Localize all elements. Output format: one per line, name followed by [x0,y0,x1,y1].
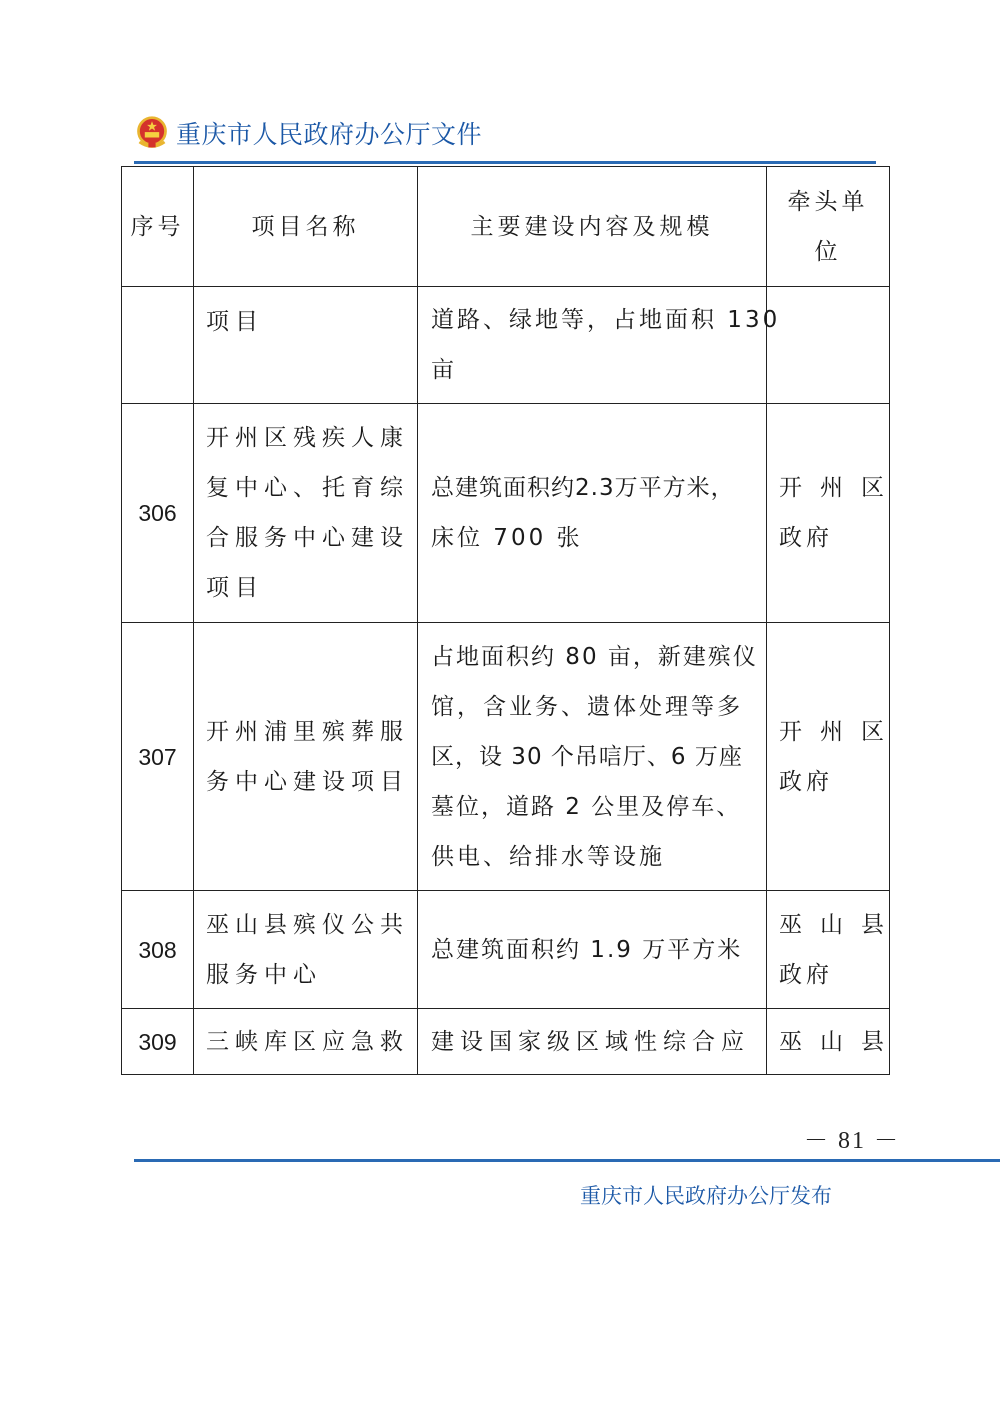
row-lead [767,1009,902,1075]
header-name: 项目名称 [194,167,418,287]
document-header [134,108,482,158]
row-num: 309 [122,1009,194,1075]
row-content-line: 供电、给排水等设施 [431,843,665,870]
row-name-line: 务中心建设项目 [206,768,409,795]
table-row [122,891,890,1009]
row-lead [767,623,902,891]
page-number: － 81 － [804,1128,900,1154]
row-lead [767,404,902,623]
header-title: 重庆市人民政府办公厅文件 [176,120,483,149]
project-table [121,166,902,1075]
table-row [122,287,890,404]
row-name [194,891,418,1009]
row-content-line: 占地面积约 80 亩，新建殡仪 [431,643,758,670]
row-num: 307 [122,623,194,891]
row-name [194,623,418,891]
row-name-line: 项目 [206,309,264,335]
row-content [418,287,781,404]
row-name-line: 开州区残疾人康 [206,425,409,451]
row-content-line: 总建筑面积约2.3万平方米， [431,475,735,501]
row-name-line: 合服务中心建设 [206,525,409,551]
header-content: 主要建设内容及规模 [418,167,767,287]
row-lead-line: 巫山县 [779,911,902,938]
row-content-line: 区，设 30 个吊唁厅、6 万座 [431,743,743,770]
row-content-line: 建设国家级区域性综合应 [431,1028,750,1055]
row-name [194,1009,418,1075]
header-divider [134,161,876,164]
row-name-line: 服务中心 [206,961,322,988]
row-lead-line: 政府 [779,525,833,551]
row-num [122,287,194,404]
header-lead-line: 位 [814,238,842,265]
row-content [418,891,767,1009]
footer-divider [134,1159,1000,1162]
row-content [418,1009,767,1075]
row-content-line: 墓位，道路 2 公里及停车、 [431,793,742,820]
row-content-line: 馆，含业务、遗体处理等多 [431,693,743,720]
row-name-line: 开州浦里殡葬服 [206,718,409,745]
header-num: 序号 [122,167,194,287]
row-lead [767,287,890,404]
row-name [194,287,418,404]
row-lead-line: 政府 [779,768,833,795]
row-name-line: 三峡库区应急救 [206,1028,409,1055]
row-lead-line: 开州区 [779,475,902,501]
row-name [194,404,418,623]
footer-publisher: 重庆市人民政府办公厅发布 [580,1184,832,1208]
row-content-line: 道路、绿地等，占地面积 130 [431,307,781,333]
row-num: 306 [122,404,194,623]
row-name-line: 巫山县殡仪公共 [206,911,409,938]
row-lead-line: 开州区 [779,718,902,745]
header-lead [767,167,890,287]
table-row [122,404,890,623]
table-row [122,623,890,891]
row-content-line: 亩 [431,357,457,383]
row-name-line: 项目 [206,575,264,601]
row-lead [767,891,902,1009]
table-row [122,1009,890,1075]
table-header-row [122,167,890,287]
row-name-line: 复中心、托育综 [206,475,409,501]
row-content-line: 床位 700 张 [431,525,583,551]
national-emblem-icon [134,115,170,151]
row-num: 308 [122,891,194,1009]
row-content-line: 总建筑面积约 1.9 万平方米 [431,936,743,963]
row-content [418,623,767,891]
row-content [418,404,767,623]
row-lead-line: 巫山县 [779,1028,902,1055]
header-lead-line: 牵头单 [787,188,869,215]
row-lead-line: 政府 [779,961,833,988]
